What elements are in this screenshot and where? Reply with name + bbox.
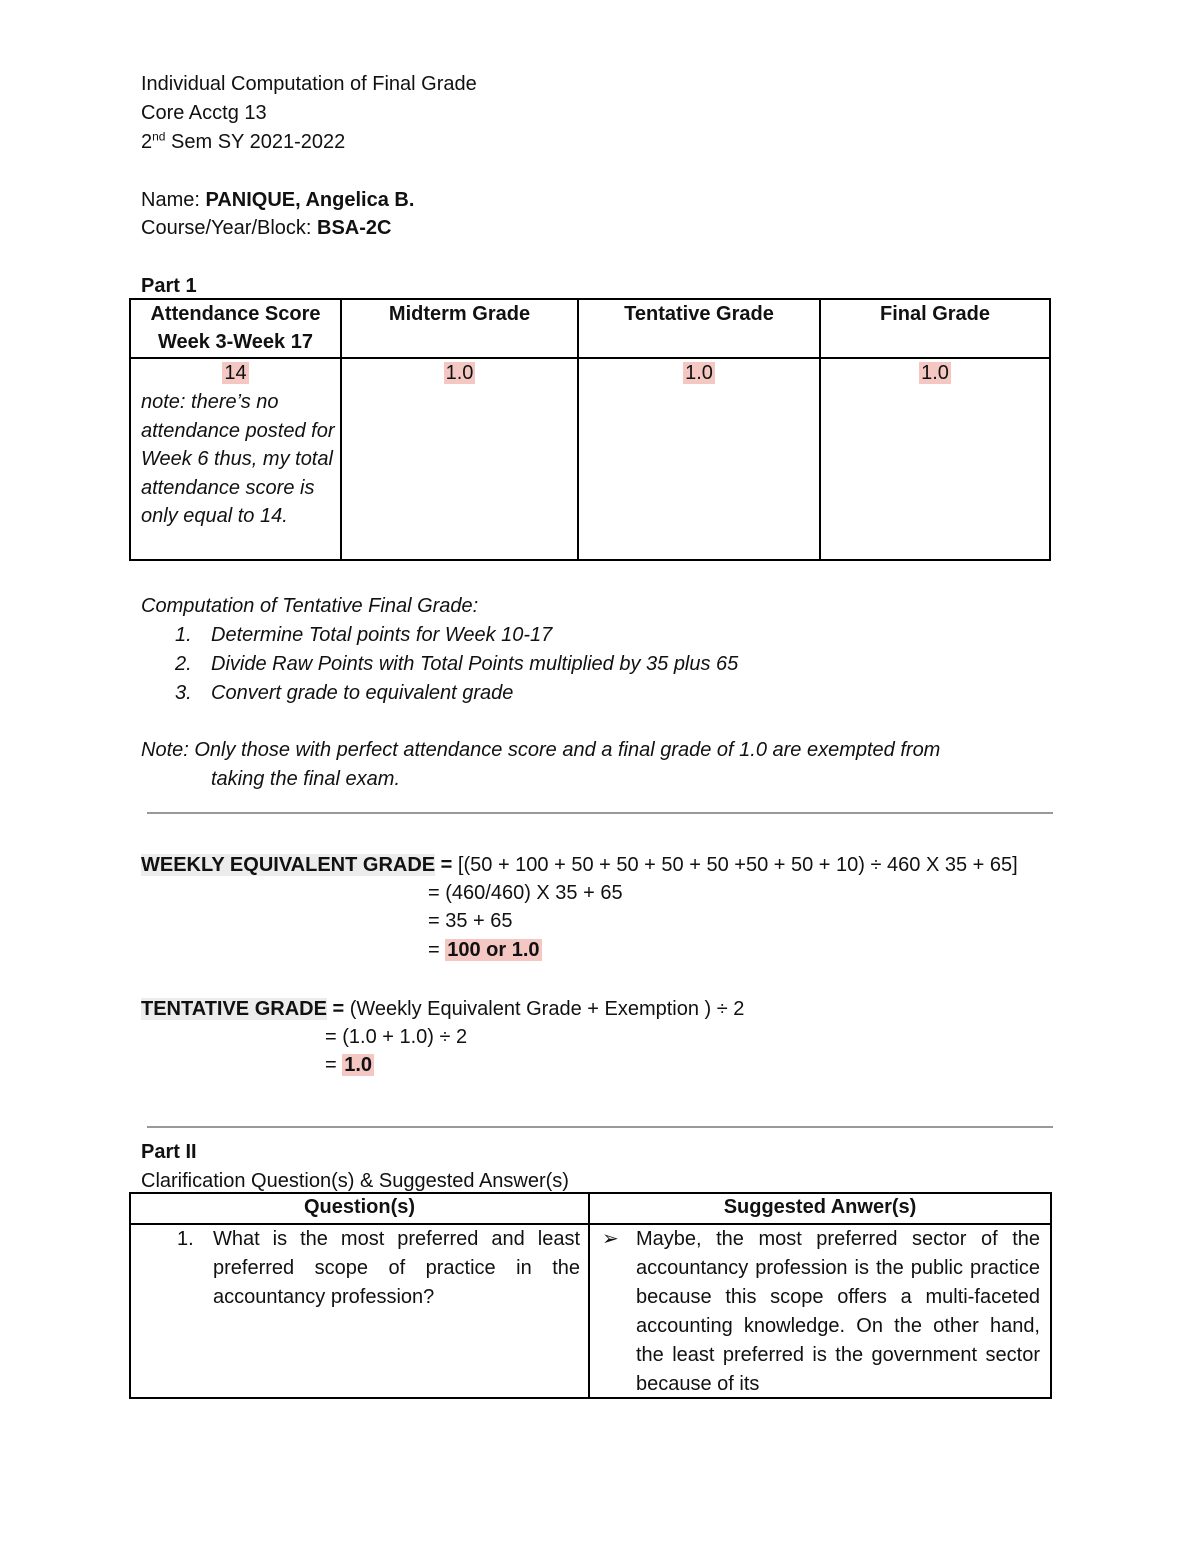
grades-table [129, 298, 1051, 561]
tentative-grade-line2: = (1.0 + 1.0) ÷ 2 [325, 1026, 468, 1048]
header-midterm-grade: Midterm Grade [341, 299, 578, 358]
step-number: 2. [175, 653, 192, 675]
attendance-score-value: 14 [224, 362, 247, 384]
header-suggested-answers: Suggested Anwer(s) [589, 1193, 1051, 1224]
tentative-cell [578, 358, 820, 560]
part2-title: Part II [141, 1141, 197, 1163]
exemption-note-line1: Note: Only those with perfect attendance score and a final grade of 1.0 are exempted from [141, 739, 941, 761]
midterm-grade-value: 1.0 [445, 362, 474, 384]
weekly-grade-equals: = [435, 854, 458, 876]
question-cell [130, 1224, 589, 1398]
header-attendance-score: Attendance Score Week 3-Week 17 [130, 299, 341, 358]
header-questions: Question(s) [130, 1193, 589, 1224]
semester-number: 2 [141, 131, 153, 153]
tentative-grade-result: 1.0 [344, 1054, 373, 1076]
computation-title: Computation of Tentative Final Grade: [141, 595, 479, 617]
attendance-note: note: there’s no attendance posted for Week 6 thus, my total attendance score is only equal to 14. [141, 391, 335, 528]
divider [147, 1126, 1053, 1128]
step-text: Convert grade to equivalent grade [211, 682, 514, 704]
question-text: What is the most preferred and least preferred scope of practice in the accountancy profession? [213, 1228, 580, 1308]
weekly-grade-line1 [141, 851, 1018, 880]
weekly-grade-line2: = (460/460) X 35 + 65 [428, 882, 623, 904]
step-number: 3. [175, 682, 192, 704]
semester [141, 128, 345, 157]
tentative-grade-prefix: = [325, 1054, 343, 1076]
attendance-cell [130, 358, 341, 560]
step-text: Divide Raw Points with Total Points multiplied by 35 plus 65 [211, 653, 739, 675]
qa-table [129, 1192, 1052, 1399]
tentative-grade-label: TENTATIVE GRADE [141, 998, 327, 1020]
computation-steps [175, 621, 738, 708]
grades-table-row [130, 358, 1050, 560]
semester-year: Sem SY 2021-2022 [165, 131, 346, 153]
tentative-grade-line3 [325, 1051, 374, 1080]
part2-subtitle: Clarification Question(s) & Suggested Answer(s) [141, 1170, 569, 1192]
course-code: Core Acctg 13 [141, 102, 267, 124]
student-name-value: PANIQUE, Angelica B. [205, 189, 415, 211]
header-final-grade: Final Grade [820, 299, 1050, 358]
tentative-grade-formula: (Weekly Equivalent Grade + Exemption ) ÷ 2 [349, 998, 745, 1020]
midterm-cell [341, 358, 578, 560]
course-year-block-value: BSA-2C [317, 217, 392, 239]
semester-ordinal: nd [152, 129, 166, 144]
document-title: Individual Computation of Final Grade [141, 73, 477, 95]
step-text: Determine Total points for Week 10-17 [211, 624, 553, 646]
weekly-grade-formula: [(50 + 100 + 50 + 50 + 50 + 50 +50 + 50 + 10) ÷ 460 X 35 + 65] [457, 854, 1018, 876]
tentative-grade-equals: = [326, 998, 350, 1020]
computation-step [175, 621, 738, 650]
qa-header-row [130, 1193, 1051, 1224]
student-name [141, 186, 414, 215]
final-grade-value: 1.0 [921, 362, 949, 384]
computation-step [175, 650, 738, 679]
answer-cell [589, 1224, 1051, 1398]
computation-step [175, 679, 738, 708]
step-number: 1. [175, 624, 192, 646]
weekly-grade-line3: = 35 + 65 [428, 910, 513, 932]
answer-text: Maybe, the most preferred sector of the accountancy profession is the public practice because this scope offers a multi-faceted accounting knowledge. On the other hand, the least preferred is the government sector because of its [636, 1228, 1040, 1395]
weekly-grade-prefix: = [428, 939, 446, 961]
exemption-note-line2: taking the final exam. [211, 768, 400, 790]
qa-row [130, 1224, 1051, 1398]
final-cell [820, 358, 1050, 560]
course-year-block [141, 214, 391, 243]
tentative-grade-value: 1.0 [685, 362, 713, 384]
course-year-block-label: Course/Year/Block: [141, 217, 318, 239]
part1-title: Part 1 [141, 275, 197, 297]
weekly-grade-label: WEEKLY EQUIVALENT GRADE [141, 854, 436, 876]
student-name-label: Name: [141, 189, 206, 211]
weekly-grade-result: 100 or 1.0 [447, 939, 540, 961]
grades-table-header-row [130, 299, 1050, 358]
divider [147, 812, 1053, 814]
header-tentative-grade: Tentative Grade [578, 299, 820, 358]
question-number: 1. [177, 1228, 194, 1250]
tentative-grade-line1 [141, 995, 744, 1024]
weekly-grade-line4 [428, 936, 542, 965]
arrow-bullet-icon: ➢ [602, 1228, 619, 1250]
